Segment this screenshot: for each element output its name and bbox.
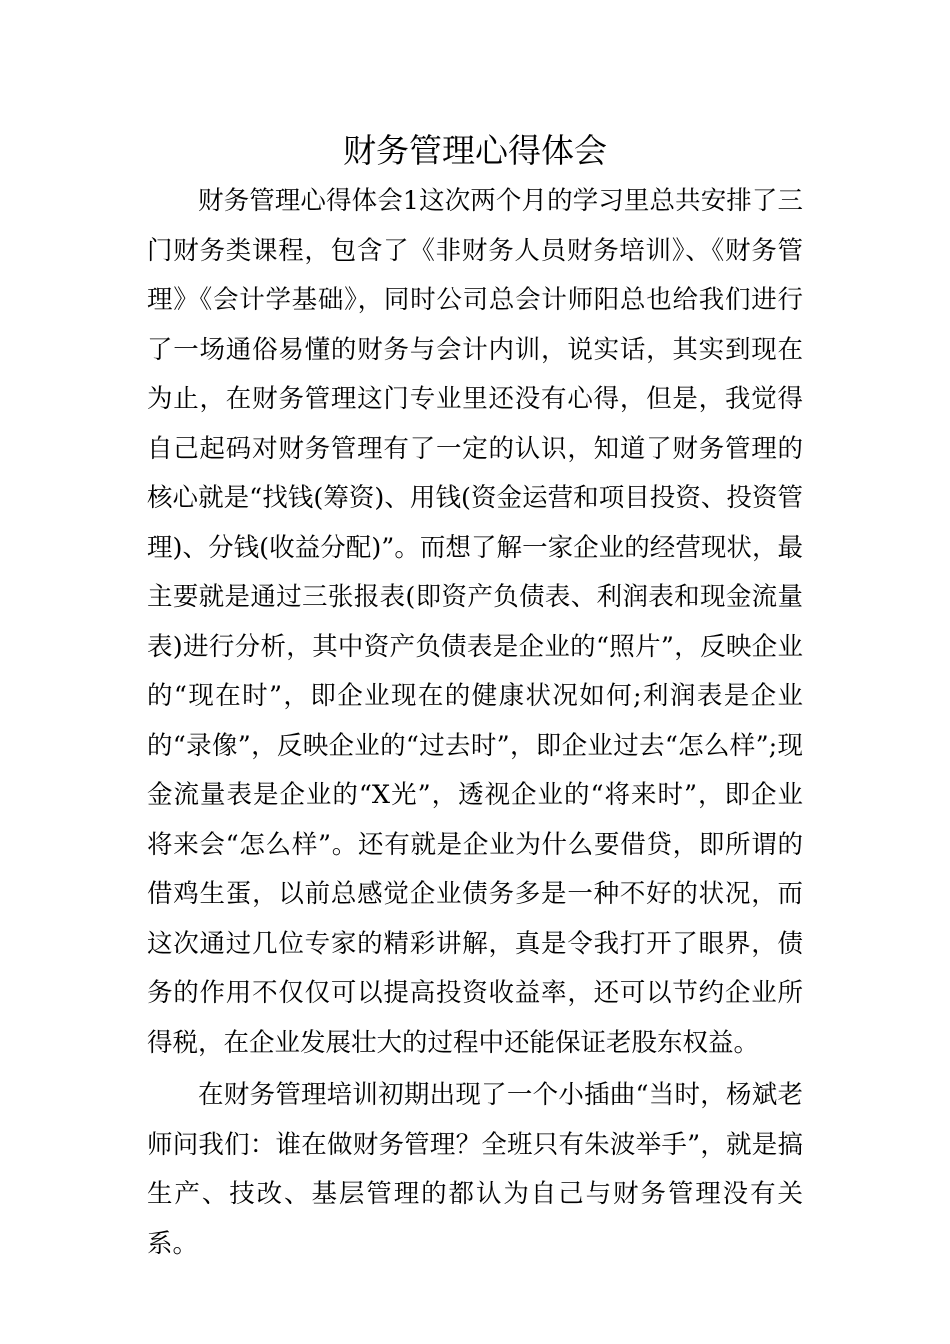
paragraph-2: 在财务管理培训初期出现了一个小插曲“当时，杨斌老师问我们：谁在做财务管理？全班只有朱波举手”，就是搞生产、技改、基层管理的都认为自己与财务管理没有关系。: [147, 1080, 803, 1259]
paragraph-1: 财务管理心得体会1这次两个月的学习里总共安排了三门财务类课程，包含了《非财务人员财务培训》、《财务管理》《会计学基础》，同时公司总会计师阳总也给我们进行了一场通俗易懂的财务与会计内训，说实话，其实到现在为止，在财务管理这门专业里还没有心得，但是，我觉得自己起码对财务管理有了一定的认识，知道了财务管理的核心就是“找钱(筹资)、用钱(资金运营和项目投资、投资管理)、分钱(收益分配)”。而想了解一家企业的经营现状，最主要就是通过三张报表(即资产负债表、利润表和现金流量表)进行分析，其中资产负债表是企业的“照片”，反映企业的“现在时”，即企业现在的健康状况如何;利润表是企业的“录像”，反映企业的“过去时”，即企业过去“怎么样”;现金流量表是企业的“X光”，透视企业的“将来时”，即企业将来会“怎么样”。还有就是企业为什么要借贷，即所谓的借鸡生蛋，以前总感觉企业债务多是一种不好的状况，而这次通过几位专家的精彩讲解，真是令我打开了眼界，债务的作用不仅仅可以提高投资收益率，还可以节约企业所得税，在企业发展壮大的过程中还能保证老股东权益。: [147, 186, 803, 1058]
document-title: 财务管理心得体会: [343, 131, 607, 170]
